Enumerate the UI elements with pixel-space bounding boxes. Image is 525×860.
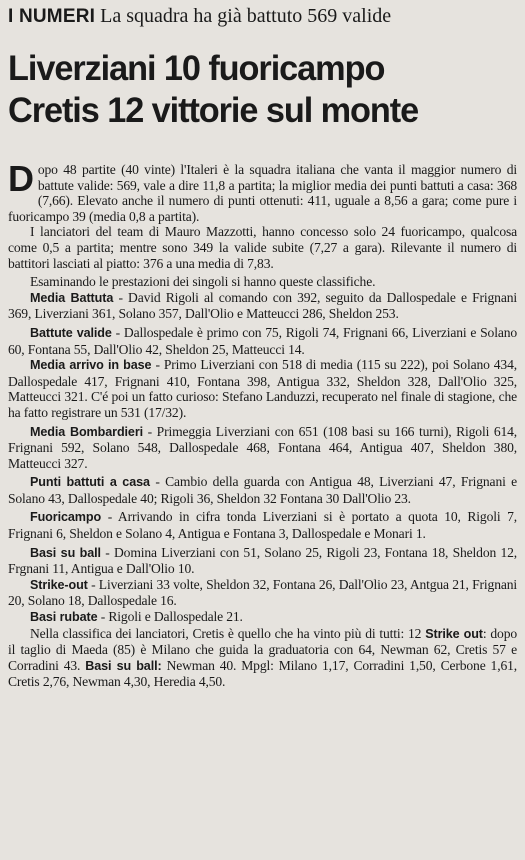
- section-text: - Rigoli e Dallospedale 21.: [97, 609, 243, 625]
- section-text: - Cambio della guarda con Antigua 48, Liverziani 47, Frignani e Solano 43, Dallospedale 40; Rigoli 36, Sheldon 32 Fontana 30 Dall'Olio 23.: [8, 474, 517, 506]
- headline: [8, 48, 507, 132]
- drop-cap: D: [8, 158, 34, 199]
- pitchers-text-3: Newman 40. Mpgl: Milano 1,17, Corradini 1,50, Cerbone 1,61, Cretis 2,76, Newman 4,30, Heredia 4,50.: [8, 657, 517, 690]
- section-title: Strike-out: [30, 577, 88, 592]
- section-title: Punti battuti a casa: [30, 475, 150, 490]
- section-text: - Primeggia Liverziani con 651 (108 basi su 166 turni), Rigoli 614, Frignani 592, Solano 548, Dallospedale 468, Fontana 464, Antigua 407, Sheldon 380, Matteucci 327.: [8, 423, 518, 471]
- paragraph-pitchers: I lanciatori del team di Mauro Mazzotti, hanno concesso solo 24 fuoricampo, qualcosa come 0,5 a partita; mentre sono 349 la valide subite (7,27 a gara). Rilevante il numero di battitori lasciati al piatto: 376 a una media di 7,83.: [8, 224, 517, 271]
- headline-line-2: Cretis 12 vittorie sul monte: [8, 91, 419, 130]
- section-title: Media Battuta: [30, 290, 114, 305]
- section-text: - Dallospedale è primo con 75, Rigoli 74, Frignani 66, Liverziani e Solano 60, Fontana 55, Dall'Olio 42, Sheldon 25, Matteucci 14.: [8, 324, 517, 357]
- section-title: Fuoricampo: [30, 510, 102, 525]
- section-title: Battute valide: [30, 325, 112, 340]
- section-text: - Liverziani 33 volte, Sheldon 32, Fontana 26, Dall'Olio 23, Antgua 21, Frignani 20, Solano 18, Dallospedale 16.: [8, 576, 517, 609]
- section-text: - David Rigoli al comando con 392, seguito da Dallospedale e Frignani 369, Liverziani 361, Solano 357, Dall'Olio e Matteucci 286, Sheldon 253.: [8, 289, 517, 322]
- section-basi-su-ball: [8, 545, 517, 577]
- section-media-arrivo-in-base: [8, 357, 517, 420]
- section-title: Strike out: [425, 626, 483, 641]
- section-fuoricampo: [8, 509, 517, 541]
- article-body: [8, 158, 518, 690]
- section-title: Media Bombardieri: [30, 424, 144, 439]
- section-title: Basi su ball: [30, 545, 101, 560]
- section-media-battuta: [8, 290, 517, 322]
- headline-line-1: Liverziani 10 fuoricampo: [8, 49, 385, 88]
- section-strike-out: [8, 577, 517, 609]
- kicker-text: La squadra ha già battuto 569 valide: [100, 5, 392, 27]
- pitchers-text-2: : dopo il taglio di Maeda (85) è Milano che guida la graduatoria con 64, Newman 62, Cretis 57 e Corradini 43.: [8, 625, 517, 673]
- kicker: [8, 0, 517, 28]
- kicker-tag: I NUMERI: [8, 6, 96, 27]
- paragraph-rankings-intro: Esaminando le prestazioni dei singoli si hanno queste classifiche.: [30, 274, 376, 290]
- section-title: Media arrivo in base: [30, 358, 152, 373]
- section-basi-rubate: [8, 609, 517, 626]
- section-title: Basi su ball:: [85, 658, 162, 673]
- section-media-bombardieri: [8, 424, 517, 472]
- paragraph-pitchers-rankings: [8, 626, 517, 690]
- section-title: Basi rubate: [30, 610, 98, 625]
- section-punti-battuti-a-casa: [8, 474, 517, 506]
- intro-text: opo 48 partite (40 vinte) l'Italeri è la squadra italiana che vanta il maggior numero di battute valide: 569, vale a dire 11,8 a partita; la miglior media dei punti battuti a casa: 368 (7,66). Elevato anche il numero di punti ottenuti: 411, uguale a 8,56 a gara; come pure i fuoricampo 39 (media 0,8 a partita).: [8, 162, 517, 224]
- paragraph-intro: [8, 158, 517, 224]
- section-battute-valide: [8, 325, 517, 357]
- section-text: - Primo Liverziani con 518 di media (115 su 222), poi Solano 434, Dallospedale 417, Frignani 410, Fontana 398, Antigua 332, Sheldon 328, Dall'Olio 325, Matteucci 321. C'é poi un fatto curioso: Stefano Landuzzi, recuperato nel finale di stagione, che ha fatto registrare un 531 (17/32).: [8, 357, 517, 420]
- section-text: - Domina Liverziani con 51, Solano 25, Rigoli 23, Fontana 18, Sheldon 12, Frgnani 11, Antigua e Dall'Olio 10.: [8, 544, 518, 577]
- section-text: - Arrivando in cifra tonda Liverziani si è portato a quota 10, Rigoli 7, Frignani 6, Sheldon e Solano 4, Antigua e Fontana 3, Dallospedale e Monari 1.: [8, 509, 517, 542]
- pitchers-text-1: Nella classifica dei lanciatori, Cretis è quello che ha vinto più di tutti: 12: [30, 625, 426, 641]
